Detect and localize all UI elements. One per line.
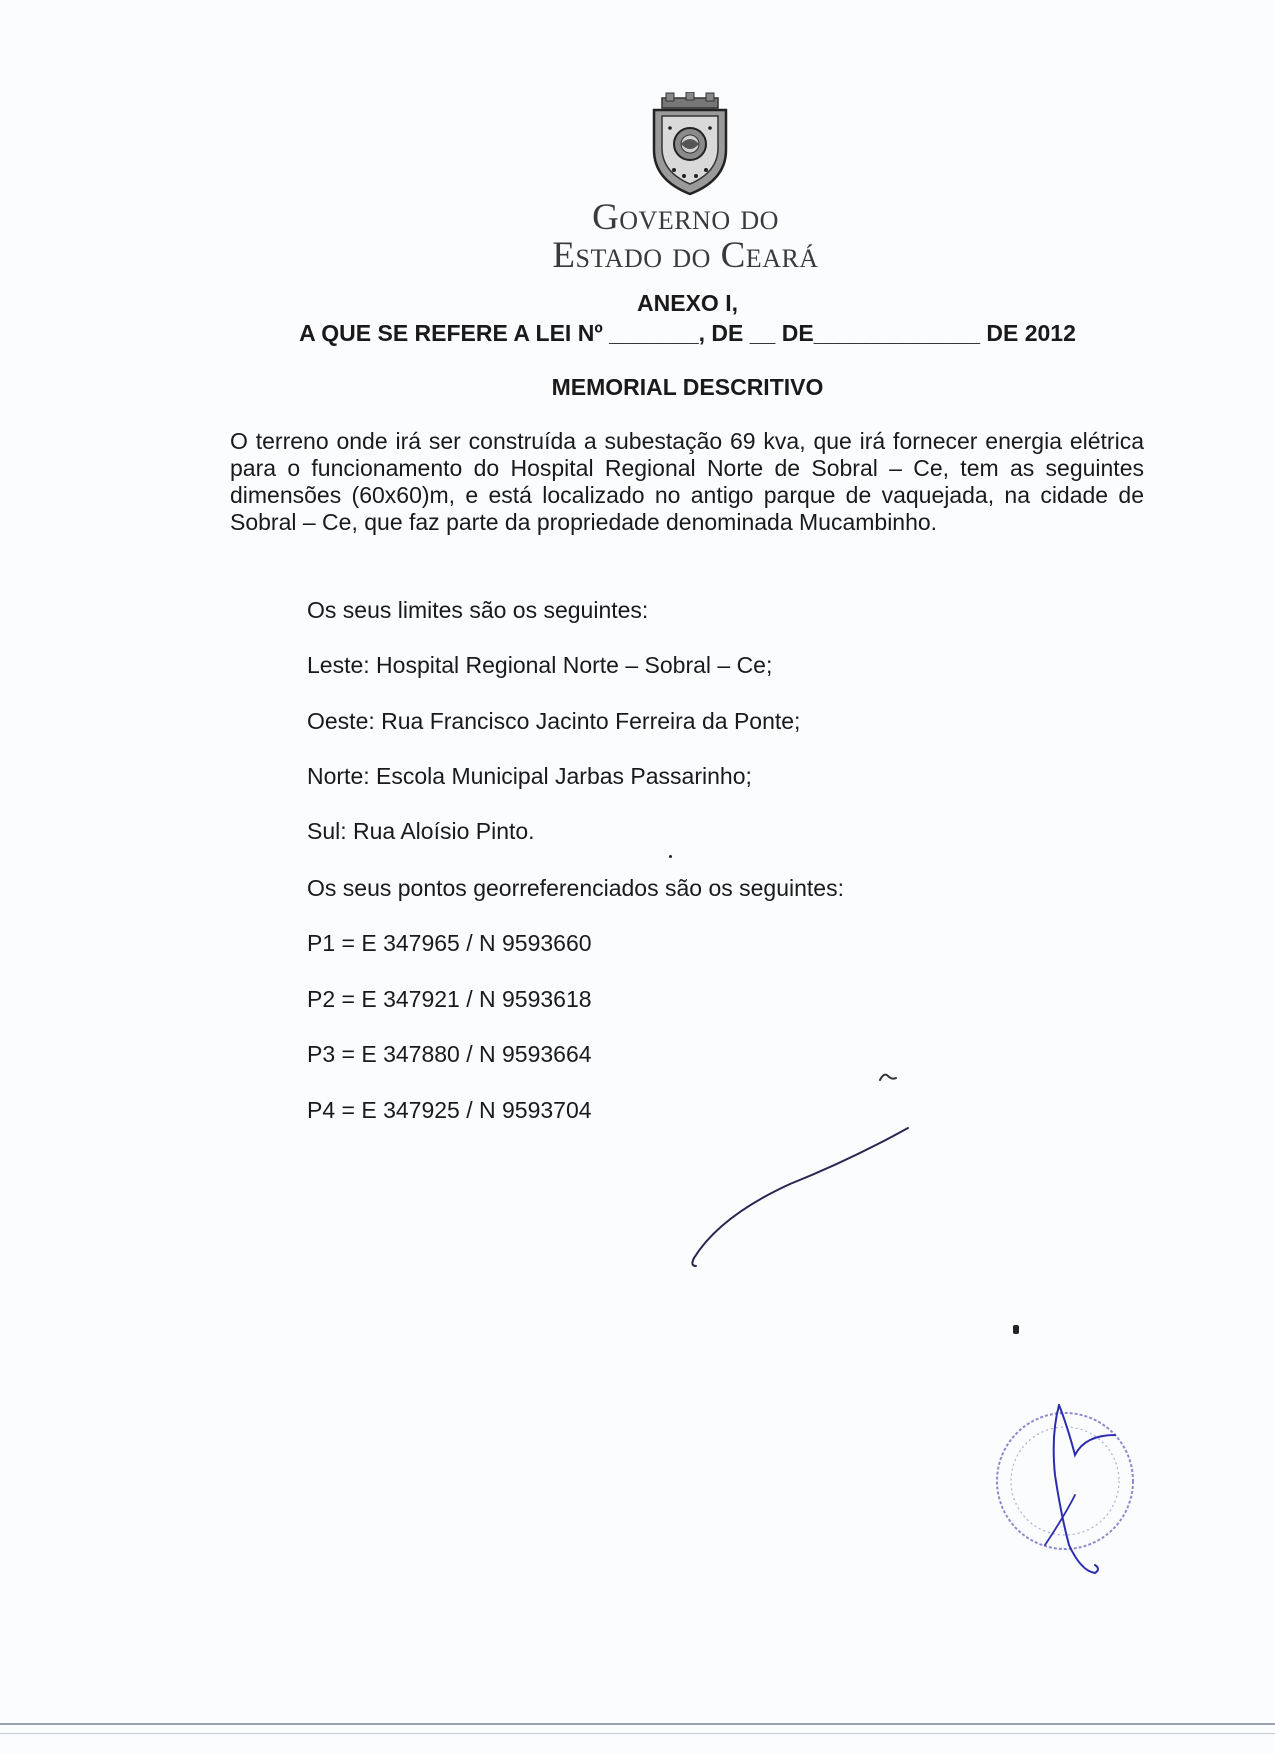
point-p3: P3 = E 347880 / N 9593664: [307, 1041, 592, 1067]
point-p1: P1 = E 347965 / N 9593660: [307, 930, 592, 956]
limit-west: Oeste: Rua Francisco Jacinto Ferreira da Ponte;: [307, 708, 801, 734]
memorial-title: MEMORIAL DESCRITIVO: [551, 374, 824, 400]
point-p2: P2 = E 347921 / N 9593618: [307, 986, 592, 1012]
letterhead-line-1: Governo do: [592, 197, 779, 238]
pen-mark: [878, 1070, 898, 1084]
ink-speck: [1013, 1325, 1019, 1334]
limit-north: Norte: Escola Municipal Jarbas Passarinho;: [307, 763, 752, 789]
ink-speck: [669, 855, 672, 858]
limit-south: Sul: Rua Aloísio Pinto.: [307, 818, 535, 844]
letterhead-line-2: Estado do Ceará: [552, 235, 819, 276]
limits-intro: Os seus limites são os seguintes:: [307, 597, 649, 623]
points-intro: Os seus pontos georreferenciados são os seguintes:: [307, 875, 844, 901]
bottom-rule: [0, 1723, 1275, 1725]
limit-east: Leste: Hospital Regional Norte – Sobral – Ce;: [307, 652, 773, 678]
official-stamp: [985, 1395, 1145, 1615]
intro-paragraph: O terreno onde irá ser construída a subestação 69 kva, que irá fornecer energia elétrica para o funcionamento do Hospital Regional Norte de Sobral – Ce, tem as seguintes dimensões (60x60)m, e está localizado no antigo parque de vaquejada, na cidade de Sobral – Ce, que faz parte da propriedade denominada Mucambinho.: [230, 428, 1144, 535]
signature: [680, 1120, 920, 1270]
state-crest-icon: [640, 92, 740, 196]
point-p4: P4 = E 347925 / N 9593704: [307, 1097, 592, 1123]
bottom-rule-thin: [0, 1733, 1275, 1734]
annex-title: ANEXO I,: [637, 290, 738, 316]
law-reference: A QUE SE REFERE A LEI Nº _______, DE __ DE_____________ DE 2012: [299, 320, 1076, 346]
